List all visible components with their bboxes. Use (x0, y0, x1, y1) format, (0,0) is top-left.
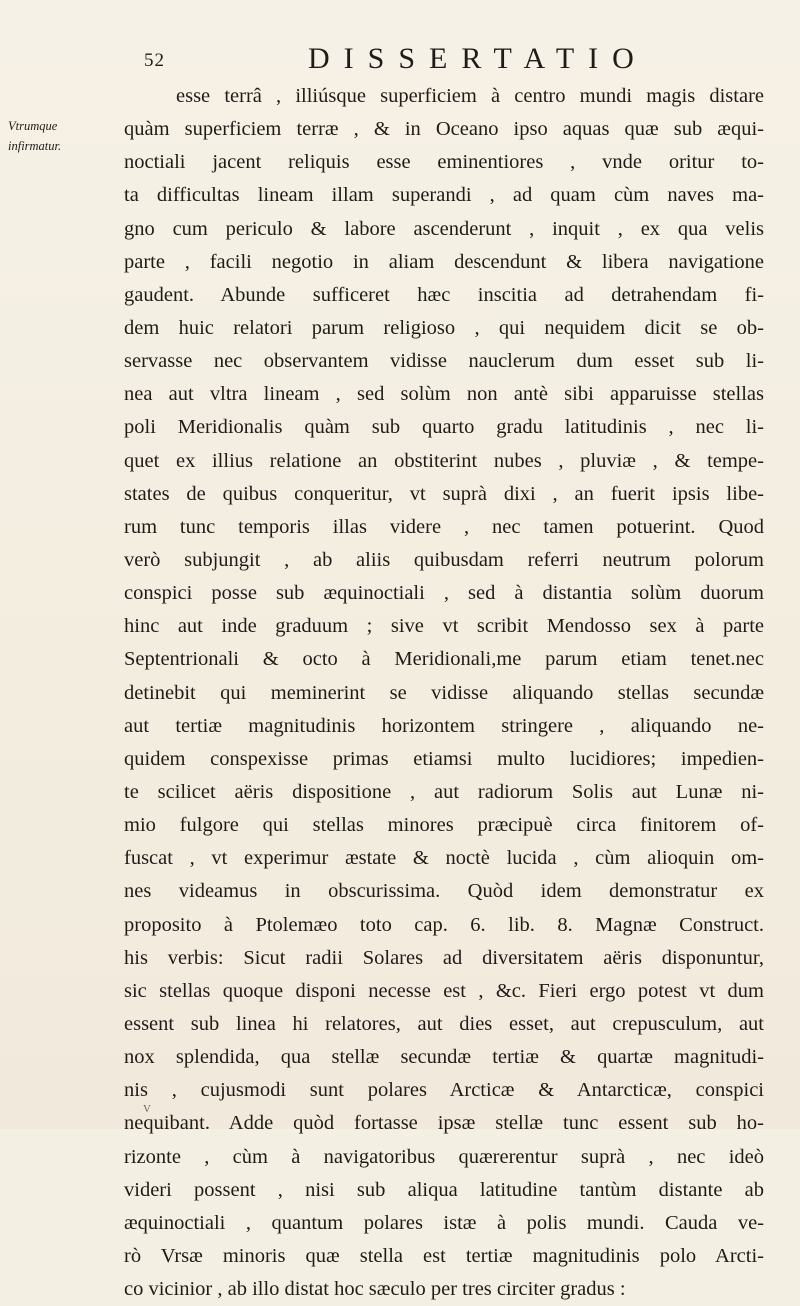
text-line: parte , facili negotio in aliam descendunt & libera navigatione (124, 250, 764, 273)
margin-note-line: infirmatur. (8, 139, 62, 153)
text-line: æquinoctiali , quantum polares istæ à polis mundi. Cauda ve- (124, 1211, 764, 1234)
text-line: noctiali jacent reliquis esse eminentiores , vnde oritur to- (124, 151, 764, 174)
text-line: nes videamus in obscurissima. Quòd idem demonstratur ex (124, 880, 764, 903)
text-line: sic stellas quoque disponi necesse est , &c. Fieri ergo potest vt dum (124, 979, 764, 1002)
text-line: nis , cujusmodi sunt polares Arcticæ & Antarcticæ, conspici (124, 1079, 764, 1102)
text-line: rò Vrsæ minoris quæ stella est tertiæ magnitudinis polo Arcti- (124, 1244, 764, 1267)
text-line: quàm superficiem terræ , & in Oceano ipso aquas quæ sub æqui- (124, 118, 764, 141)
margin-note-line: Vtrumque (8, 119, 58, 133)
running-head: DISSERTATIO (308, 42, 648, 75)
text-line: fuscat , vt experimur æstate & noctè lucida , cùm alioquin om- (124, 847, 764, 870)
text-line: aut tertiæ magnitudinis horizontem stringere , aliquando ne- (124, 714, 764, 737)
text-line: hinc aut inde graduum ; sive vt scribit Mendosso sex à parte (124, 615, 764, 638)
text-line: nea aut vltra lineam , sed solùm non antè sibi apparuisse stellas (124, 383, 764, 406)
text-line: states de quibus conqueritur, vt suprà dixi , an fuerit ipsis libe- (124, 482, 764, 505)
text-line: ta difficultas lineam illam superandi , ad quam cùm naves ma- (124, 184, 764, 207)
text-line: Septentrionali & octo à Meridionali,me parum etiam tenet.nec (124, 648, 764, 671)
text-line: poli Meridionalis quàm sub quarto gradu latitudinis , nec li- (124, 416, 764, 439)
text-line: rum tunc temporis illas videre , nec tamen potuerint. Quod (124, 515, 764, 538)
text-line: verò subjungit , ab aliis quibusdam referri neutrum polorum (124, 548, 764, 571)
text-line: gno cum periculo & labore ascenderunt , inquit , ex qua velis (124, 217, 764, 240)
text-line: servasse nec observantem vidisse nauclerum dum esset sub li- (124, 350, 764, 373)
text-line: essent sub linea hi relatores, aut dies esset, aut crepusculum, aut (124, 1012, 764, 1035)
text-line: esse terrâ , illiúsque superficiem à centro mundi magis distare (176, 85, 764, 107)
margin-note (8, 116, 80, 156)
body-text (124, 80, 764, 1306)
text-line: nequibant. Adde quòd fortasse ipsæ stellæ tunc essent sub ho- (124, 1112, 764, 1135)
text-line: his verbis: Sicut radii Solares ad diversitatem aëris disponuntur, (124, 946, 764, 969)
text-line: mio fulgore qui stellas minores præcipuè circa finitorem of- (124, 814, 764, 837)
page-header (0, 42, 800, 82)
text-line: videri possent , nisi sub aliqua latitudine tantùm distante ab (124, 1178, 764, 1201)
text-line: quidem conspexisse primas etiamsi multo lucidiores; impedien- (124, 747, 764, 770)
signature-mark: V (143, 1103, 151, 1115)
text-line: dem huic relatori parum religioso , qui nequidem dicit se ob- (124, 316, 764, 339)
page-number: 52 (144, 50, 165, 71)
text-line: rizonte , cùm à navigatoribus quærerentur suprà , nec ideò (124, 1145, 764, 1168)
text-line: quet ex illius relatione an obstiterint nubes , pluviæ , & tempe- (124, 449, 764, 472)
text-line: co vicinior , ab illo distat hoc sæculo per tres circiter gradus : (124, 1278, 626, 1301)
text-line: te scilicet aëris dispositione , aut radiorum Solis aut Lunæ ni- (124, 780, 764, 803)
text-line: gaudent. Abunde sufficeret hæc inscitia ad detrahendam fi- (124, 283, 764, 306)
text-line: nox splendida, qua stellæ secundæ tertiæ & quartæ magnitudi- (124, 1046, 764, 1069)
text-line: detinebit qui meminerint se vidisse aliquando stellas secundæ (124, 681, 764, 704)
text-line: proposito à Ptolemæo toto cap. 6. lib. 8. Magnæ Construct. (124, 913, 764, 936)
text-line: conspici posse sub æquinoctiali , sed à distantia solùm duorum (124, 582, 764, 605)
